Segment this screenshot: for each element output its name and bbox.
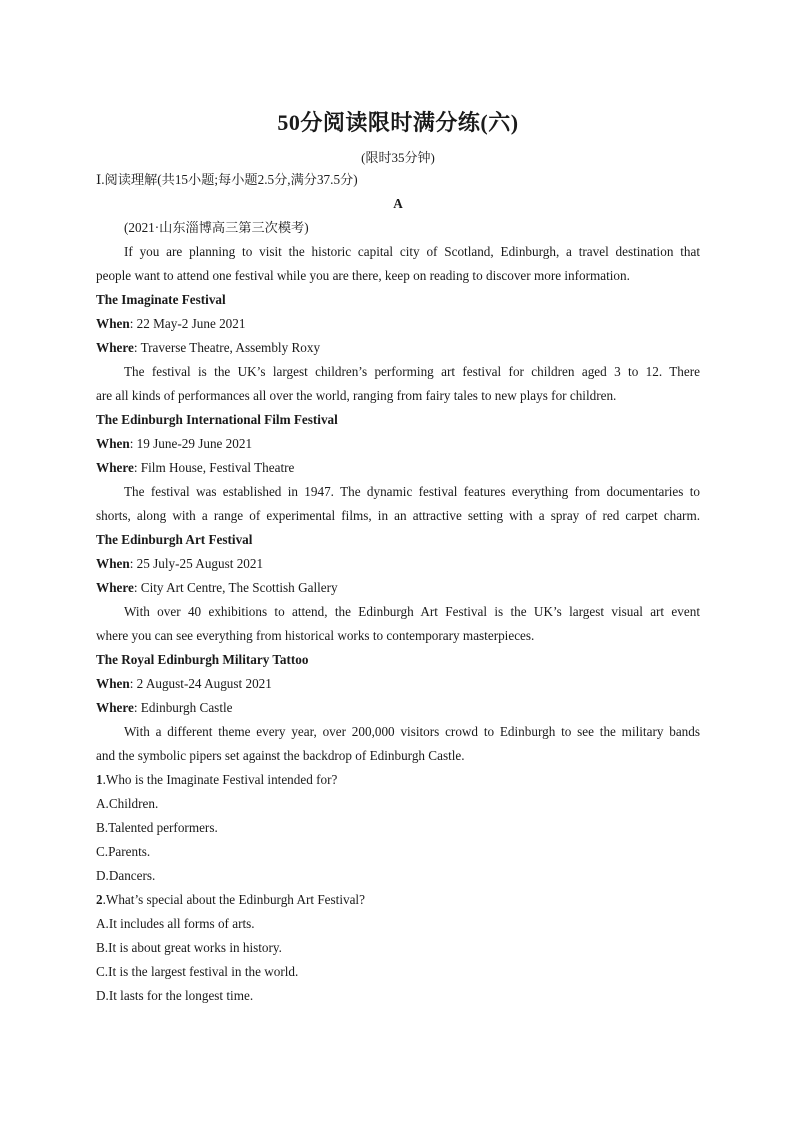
festival-name: The Imaginate Festival xyxy=(96,292,226,307)
question-option: C.It is the largest festival in the world. xyxy=(96,964,299,979)
question-option: B.It is about great works in history. xyxy=(96,940,282,955)
festival-when: When: 19 June-29 June 2021 xyxy=(96,436,253,451)
festival-when: When: 22 May-2 June 2021 xyxy=(96,316,246,331)
intro-line-2: people want to attend one festival while you are there, keep on reading to discover more information. xyxy=(96,268,630,283)
section-heading: Ⅰ.阅读理解(共15小题;每小题2.5分,满分37.5分) xyxy=(96,172,358,187)
question-option: D.Dancers. xyxy=(96,868,156,883)
festival-where: Where: Traverse Theatre, Assembly Roxy xyxy=(96,340,321,355)
festival-where: Where: Film House, Festival Theatre xyxy=(96,460,295,475)
intro-line-1: If you are planning to visit the historic capital city of Scotland, Edinburgh, a travel destination that xyxy=(124,244,700,259)
festival-when: When: 25 July-25 August 2021 xyxy=(96,556,264,571)
time-limit: (限时35分钟) xyxy=(361,150,435,165)
festival-where: Where: City Art Centre, The Scottish Gallery xyxy=(96,580,338,595)
festival-desc-line-1: With over 40 exhibitions to attend, the Edinburgh Art Festival is the UK’s largest visual art event xyxy=(124,604,700,619)
question-option: A.Children. xyxy=(96,796,159,811)
festival-name: The Royal Edinburgh Military Tattoo xyxy=(96,652,309,667)
page-title: 50分阅读限时满分练(六) xyxy=(277,110,519,135)
festival-desc-line-1: With a different theme every year, over 200,000 visitors crowd to Edinburgh to see the military bands xyxy=(124,724,700,739)
passage-label: A xyxy=(393,196,403,211)
festival-where: Where: Edinburgh Castle xyxy=(96,700,233,715)
festival-desc-line-1: The festival was established in 1947. The dynamic festival features everything from documentaries to xyxy=(124,484,700,499)
festival-desc-line-1: The festival is the UK’s largest children’s performing art festival for children aged 3 to 12. There xyxy=(124,364,700,379)
question-option: A.It includes all forms of arts. xyxy=(96,916,255,931)
question-option: D.It lasts for the longest time. xyxy=(96,988,254,1003)
question: 2.What’s special about the Edinburgh Art Festival? xyxy=(96,892,365,907)
festival-when: When: 2 August-24 August 2021 xyxy=(96,676,272,691)
festival-name: The Edinburgh International Film Festival xyxy=(96,412,338,427)
festival-desc-line-2: where you can see everything from historical works to contemporary masterpieces. xyxy=(96,628,535,643)
question: 1.Who is the Imaginate Festival intended for? xyxy=(96,772,338,787)
festival-name: The Edinburgh Art Festival xyxy=(96,532,253,547)
festival-desc-line-2: shorts, along with a range of experimental films, in an attractive setting with a spray of red carpet charm. xyxy=(96,508,700,523)
festival-desc-line-2: are all kinds of performances all over the world, ranging from fairy tales to new plays for children. xyxy=(96,388,617,403)
question-option: C.Parents. xyxy=(96,844,151,859)
question-option: B.Talented performers. xyxy=(96,820,218,835)
festival-desc-line-2: and the symbolic pipers set against the backdrop of Edinburgh Castle. xyxy=(96,748,465,763)
source-note: (2021·山东淄博高三第三次模考) xyxy=(124,220,309,235)
